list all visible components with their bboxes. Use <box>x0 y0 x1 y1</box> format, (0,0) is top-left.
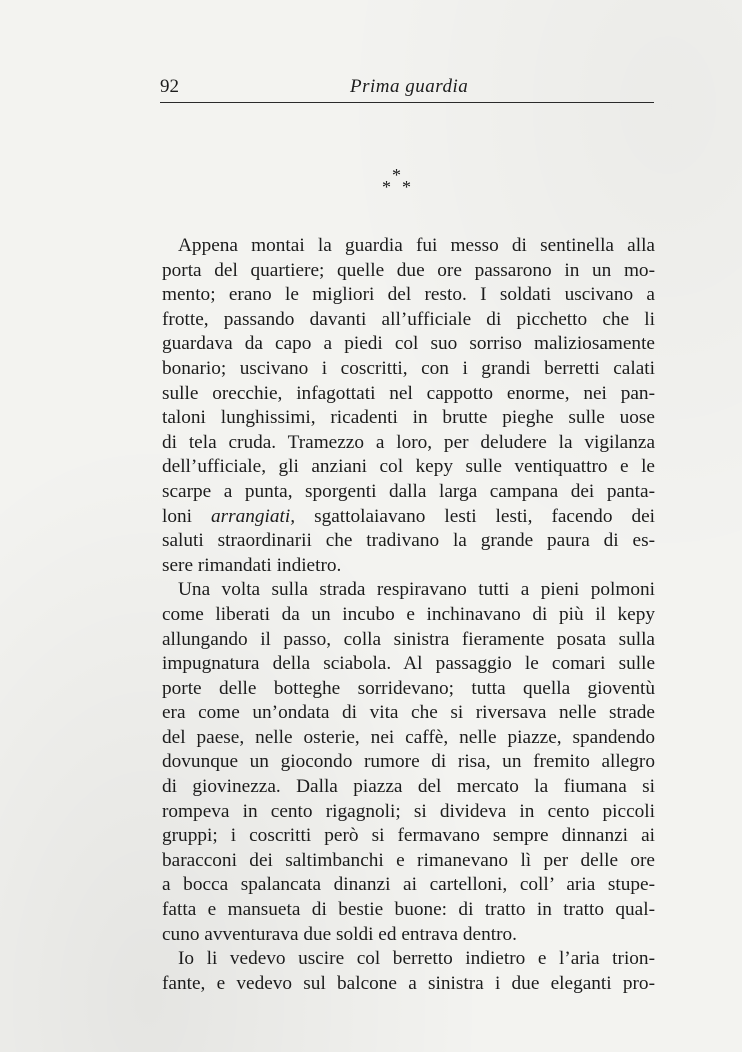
text-line: rompeva in cento rigagnoli; si divideva in cento piccoli <box>162 800 655 822</box>
asterism-star-icon: * <box>382 177 391 197</box>
text-fragment: loni <box>162 505 192 527</box>
body-text <box>162 234 655 996</box>
text-line: fante, e vedevo sul balcone a sinistra i due eleganti pro- <box>162 972 655 994</box>
text-line-mixed <box>162 505 655 530</box>
text-fragment: sgattolaiavano lesti lesti, facendo dei <box>314 505 655 527</box>
text-line: Una volta sulla strada respiravano tutti a pieni polmoni <box>178 579 655 601</box>
text-line: fatta e mansueta di bestie buone: di tratto in tratto qual- <box>162 899 655 921</box>
text-line: sere rimandati indietro. <box>162 554 342 576</box>
text-line: guardava da capo a piedi col suo sorriso maliziosamente <box>162 333 655 355</box>
text-line: gruppi; i coscritti però si fermavano sempre dinnanzi ai <box>162 825 655 847</box>
text-line: come liberati da un incubo e inchinavano di più il kepy <box>162 603 655 625</box>
text-line: dovunque un giocondo rumore di risa, un fremito allegro <box>162 751 655 773</box>
running-title: Prima guardia <box>350 76 469 97</box>
section-asterism <box>380 162 430 202</box>
text-line: allungando il passo, colla sinistra fieramente posata sulla <box>162 628 655 650</box>
text-line: taloni lunghissimi, ricadenti in brutte pieghe sulle uose <box>162 407 655 429</box>
running-header <box>160 72 654 103</box>
text-line: impugnatura della sciabola. Al passaggio le comari sulle <box>162 653 655 675</box>
text-line: scarpe a punta, sporgenti dalla larga campana dei panta- <box>162 480 655 502</box>
text-line: era come un’ondata di vita che si riversava nelle strade <box>162 702 655 724</box>
asterism-star-icon: * <box>402 177 411 197</box>
text-line: Io li vedevo uscire col berretto indietro e l’aria trion- <box>178 948 655 970</box>
text-line: Appena montai la guardia fui messo di sentinella alla <box>178 235 655 256</box>
text-line: del paese, nelle osterie, nei caffè, nelle piazze, spandendo <box>162 726 655 748</box>
italic-word: arrangiati, <box>210 505 296 527</box>
text-line: mento; erano le migliori del resto. I soldati uscivano a <box>162 284 655 306</box>
text-line: porte delle botteghe sorridevano; tutta quella gioventù <box>162 677 655 699</box>
text-line: di giovinezza. Dalla piazza del mercato la fiumana si <box>162 776 655 798</box>
text-line: baracconi dei saltimbanchi e rimanevano lì per delle ore <box>162 849 655 871</box>
text-line: di tela cruda. Tramezzo a loro, per deludere la vigilanza <box>162 431 655 453</box>
text-line: saluti straordinarii che tradivano la grande paura di es- <box>162 530 655 552</box>
text-line: cuno avventurava due soldi ed entrava dentro. <box>162 923 517 945</box>
text-line: bonario; uscivano i coscritti, con i grandi berretti calati <box>162 357 655 379</box>
asterism-star-icon: * <box>392 165 401 185</box>
text-line: porta del quartiere; quelle due ore passarono in un mo- <box>162 259 655 281</box>
text-line: frotte, passando davanti all’ufficiale di picchetto che li <box>162 308 655 330</box>
text-line: sulle orecchie, infagottati nel cappotto enorme, nei pan- <box>162 382 655 404</box>
text-line: dell’ufficiale, gli anziani col kepy sulle ventiquattro e le <box>162 456 655 478</box>
text-line: a bocca spalancata dinanzi ai cartelloni, coll’ aria stupe- <box>162 874 655 896</box>
page-number: 92 <box>160 76 179 97</box>
